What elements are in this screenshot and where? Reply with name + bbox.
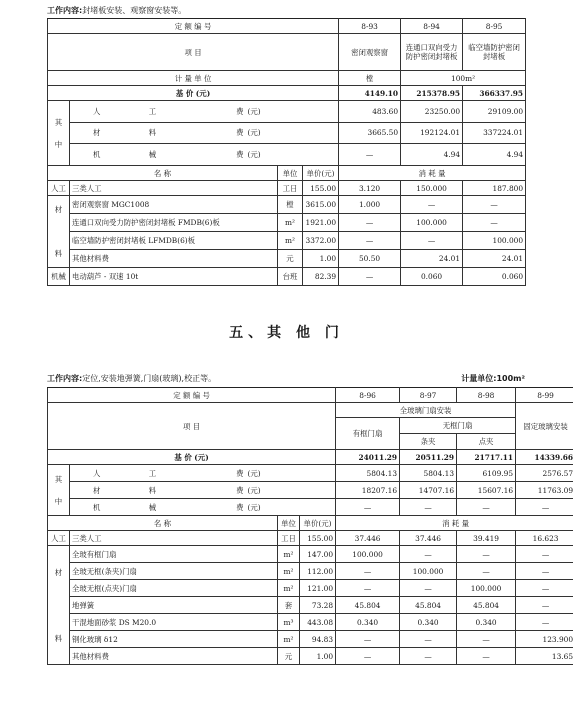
base-price: 215378.95 [401,86,463,101]
material-row [48,597,573,614]
name-header: 名 称 [48,516,278,531]
material-category [48,196,70,268]
unit-note [461,373,525,384]
resource-unit: m² [278,232,303,250]
consumption-value: 39.419 [457,531,516,546]
cost-char: 费 [182,482,246,499]
cost-row [48,482,573,499]
consumption-value: 0.340 [400,614,457,631]
consumption-value: 100.000 [463,232,526,250]
cost-char: 费 [182,101,246,123]
material-row [48,232,526,250]
cost-value: 192124.01 [401,122,463,144]
resource-price: 155.00 [303,181,339,196]
cost-char: 料 [124,122,182,144]
cost-value: 18207.16 [336,482,400,499]
consumption-value: — [457,563,516,580]
consumption-value: — [400,648,457,665]
consumption-value: — [516,597,573,614]
unit-row [48,71,526,86]
material-row [48,250,526,268]
cost-char: 人 [70,101,124,123]
consumption-value: — [339,232,401,250]
consumption-value: 0.340 [336,614,400,631]
consumption-value: 37.446 [400,531,457,546]
quota-table-1 [47,18,526,286]
resource-price: 147.00 [300,546,336,563]
consumption-header: 消 耗 量 [339,166,526,181]
cost-char: 工 [124,101,182,123]
cost-value: 5804.13 [400,465,457,482]
base-price-row [48,450,573,465]
material-category-char: 材 [54,205,63,214]
quota-code: 8-95 [463,19,526,34]
item-name: 临空墙防护密闭封堵板 [463,34,526,71]
consumption-value: — [516,563,573,580]
resource-name: 全玻无框(点夹)门扇 [70,580,278,597]
base-price: 20511.29 [400,450,457,465]
material-row [48,580,573,597]
resource-price: 155.00 [300,531,336,546]
cost-char: 械 [124,499,182,516]
work-content-label: 工作内容: [47,6,83,15]
machine-row [48,268,526,286]
cost-value: 3665.50 [339,122,401,144]
cost-value: 5804.13 [336,465,400,482]
cost-char: 机 [70,144,124,166]
consumption-value: — [400,546,457,563]
resource-unit: 工日 [278,531,300,546]
cost-value: — [400,499,457,516]
quota-code: 8-98 [457,388,516,403]
consumption-value: 24.01 [401,250,463,268]
cost-value: 15607.16 [457,482,516,499]
quota-code-row [48,19,526,34]
consumption-value: — [516,580,573,597]
cost-row [48,144,526,166]
resource-name: 临空墙防护密闭封堵板 LFMDB(6)板 [70,232,278,250]
cost-char: 机 [70,499,124,516]
consumption-value: — [339,268,401,286]
resource-unit: 台班 [278,268,303,286]
consumption-value: 100.000 [401,214,463,232]
resource-unit: m² [278,214,303,232]
cost-category-char: 其 [54,474,63,484]
consumption-value: 45.804 [457,597,516,614]
price-header: 单价(元) [303,166,339,181]
quota-table-2 [47,387,573,665]
name-header: 名 称 [48,166,278,181]
base-price: 14339.66 [516,450,573,465]
material-row [48,546,573,563]
quota-code: 8-97 [400,388,457,403]
cost-value: — [339,144,401,166]
work-content-text: 封堵板安装、观察窗安装等。 [82,6,187,15]
material-category-char: 材 [54,567,63,577]
consumption-value: 45.804 [400,597,457,614]
cost-char: 料 [124,482,182,499]
resource-price: 82.39 [303,268,339,286]
resource-name: 干混地面砂浆 DS M20.0 [70,614,278,631]
resource-unit: 套 [278,597,300,614]
resource-name: 全玻有框门扇 [70,546,278,563]
consumption-value: 0.340 [457,614,516,631]
resource-price: 3372.00 [303,232,339,250]
consumption-value: — [457,648,516,665]
resource-name: 密闭观察窗 MGC1008 [70,196,278,214]
consumption-value: 1.000 [339,196,401,214]
labor-row [48,531,573,546]
cost-row [48,465,573,482]
quota-code: 8-99 [516,388,573,403]
cost-category [48,101,70,166]
consumption-value: 150.000 [401,181,463,196]
resource-price: 94.83 [300,631,336,648]
cost-char: 人 [70,465,124,482]
unit-value: 100m² [401,71,526,86]
base-price-label: 基 价 (元) [48,86,339,101]
cost-category-char: 中 [54,139,63,149]
consumption-value: — [400,631,457,648]
material-row [48,614,573,631]
consumption-value: — [401,196,463,214]
consumption-value: — [401,232,463,250]
consumption-value: 37.446 [336,531,400,546]
cost-value: — [516,499,573,516]
material-category-char: 料 [54,633,63,643]
quota-code-row [48,388,573,403]
unit-header: 单位 [278,166,303,181]
cost-value: 23250.00 [401,101,463,123]
consumption-value: — [516,546,573,563]
unit-header: 单位 [278,516,300,531]
cost-category [48,465,70,516]
consumption-value: 16.623 [516,531,573,546]
base-price: 21717.11 [457,450,516,465]
resource-price: 443.08 [300,614,336,631]
cost-char: 费 [182,122,246,144]
resource-unit: 工日 [278,181,303,196]
resource-price: 1.00 [300,648,336,665]
strip-clamp: 条夹 [400,434,457,450]
section-title: 五、其 他 门 [229,325,344,341]
labor-category: 人工 [48,531,70,546]
item-label: 项 目 [48,34,339,71]
cost-unit: (元) [246,122,339,144]
resource-name: 全玻无框(条夹)门扇 [70,563,278,580]
resource-unit: 元 [278,250,303,268]
cost-unit: (元) [246,499,336,516]
consumption-value: — [516,614,573,631]
machine-category: 机械 [48,268,70,286]
consumption-value: 3.120 [339,181,401,196]
cost-value: 29109.00 [463,101,526,123]
cost-value: 14707.16 [400,482,457,499]
group-all-glass: 全玻璃门扇安装 [336,403,516,418]
cost-unit: (元) [246,465,336,482]
cost-row [48,101,526,123]
consumption-value: 0.060 [463,268,526,286]
consumption-value: 0.060 [401,268,463,286]
base-price-label: 基 价 (元) [48,450,336,465]
item-group-row [48,403,573,418]
cost-unit: (元) [246,482,336,499]
consumption-value: — [463,196,526,214]
consumption-value: — [336,631,400,648]
resource-name: 其他材料费 [70,648,278,665]
resource-unit: m³ [278,614,300,631]
cost-value: — [457,499,516,516]
material-row [48,196,526,214]
cost-value: 2576.57 [516,465,573,482]
resource-name: 地弹簧 [70,597,278,614]
resource-unit: 樘 [278,196,303,214]
resource-name: 三类人工 [70,181,278,196]
item-name-row [48,34,526,71]
consumption-value: 187.800 [463,181,526,196]
base-price: 24011.29 [336,450,400,465]
work-content-line-2 [47,373,216,384]
consumption-header-row [48,516,573,531]
resource-unit: m² [278,580,300,597]
cost-char: 费 [182,144,246,166]
fixed-glass: 固定玻璃安装 [516,403,573,450]
cost-char: 械 [124,144,182,166]
work-content-label: 工作内容: [47,374,83,383]
base-price-row [48,86,526,101]
consumption-value: — [336,648,400,665]
resource-unit: m² [278,546,300,563]
quota-code: 8-94 [401,19,463,34]
price-header: 单价(元) [300,516,336,531]
cost-value: 4.94 [463,144,526,166]
framed-door: 有框门扇 [336,418,400,450]
consumption-value: 123.900 [516,631,573,648]
base-price: 366337.95 [463,86,526,101]
resource-name: 其他材料费 [70,250,278,268]
material-row [48,563,573,580]
consumption-value: — [339,214,401,232]
resource-price: 3615.00 [303,196,339,214]
resource-name: 钢化玻璃 δ12 [70,631,278,648]
resource-price: 121.00 [300,580,336,597]
cost-char: 材 [70,482,124,499]
resource-price: 73.28 [300,597,336,614]
base-price: 4149.10 [339,86,401,101]
frameless-door: 无框门扇 [400,418,516,434]
resource-name: 电动葫芦 - 双速 10t [70,268,278,286]
cost-value: 337224.01 [463,122,526,144]
material-category [48,546,70,665]
consumption-value: 100.000 [400,563,457,580]
material-category-char: 料 [54,249,63,258]
item-label: 项 目 [48,403,336,450]
consumption-value: 45.804 [336,597,400,614]
cost-char: 费 [182,465,246,482]
work-content-line-1 [47,5,186,16]
cost-value: 11763.09 [516,482,573,499]
consumption-value: — [400,580,457,597]
quota-code: 8-93 [339,19,401,34]
consumption-value: — [336,580,400,597]
consumption-header-row [48,166,526,181]
consumption-value: — [457,631,516,648]
material-row [48,648,573,665]
consumption-value: 100.000 [336,546,400,563]
item-name: 连通口双向受力防护密闭封堵板 [401,34,463,71]
cost-category-char: 中 [54,496,63,506]
unit-label: 计 量 单 位 [48,71,339,86]
cost-char: 费 [182,499,246,516]
cost-value: 483.60 [339,101,401,123]
item-name: 密闭观察窗 [339,34,401,71]
consumption-value: — [336,563,400,580]
cost-row [48,122,526,144]
resource-unit: 元 [278,648,300,665]
cost-unit: (元) [246,101,339,123]
consumption-value: — [463,214,526,232]
cost-value: 4.94 [401,144,463,166]
point-clamp: 点夹 [457,434,516,450]
labor-category: 人工 [48,181,70,196]
consumption-value: 50.50 [339,250,401,268]
cost-row [48,499,573,516]
labor-row [48,181,526,196]
cost-unit: (元) [246,144,339,166]
resource-unit: m² [278,631,300,648]
resource-unit: m² [278,563,300,580]
resource-price: 1.00 [303,250,339,268]
cost-value: — [336,499,400,516]
quota-code: 8-96 [336,388,400,403]
consumption-value: — [457,546,516,563]
consumption-value: 100.000 [457,580,516,597]
cost-category-char: 其 [54,117,63,127]
resource-name: 三类人工 [70,531,278,546]
resource-price: 1921.00 [303,214,339,232]
work-content-text: 定位,安装地弹簧,门扇(玻璃),校正等。 [82,374,217,383]
cost-value: 6109.95 [457,465,516,482]
consumption-value: 24.01 [463,250,526,268]
material-row [48,631,573,648]
resource-price: 112.00 [300,563,336,580]
consumption-header: 消 耗 量 [336,516,573,531]
unit-note-text: 计量单位:100m² [461,374,525,383]
resource-name: 连通口双向受力防护密闭封堵板 FMDB(6)板 [70,214,278,232]
cost-char: 工 [124,465,182,482]
material-row [48,214,526,232]
quota-code-label: 定 额 编 号 [48,388,336,403]
cost-char: 材 [70,122,124,144]
consumption-value: 13.65 [516,648,573,665]
quota-code-label: 定 额 编 号 [48,19,339,34]
unit-value: 樘 [339,71,401,86]
